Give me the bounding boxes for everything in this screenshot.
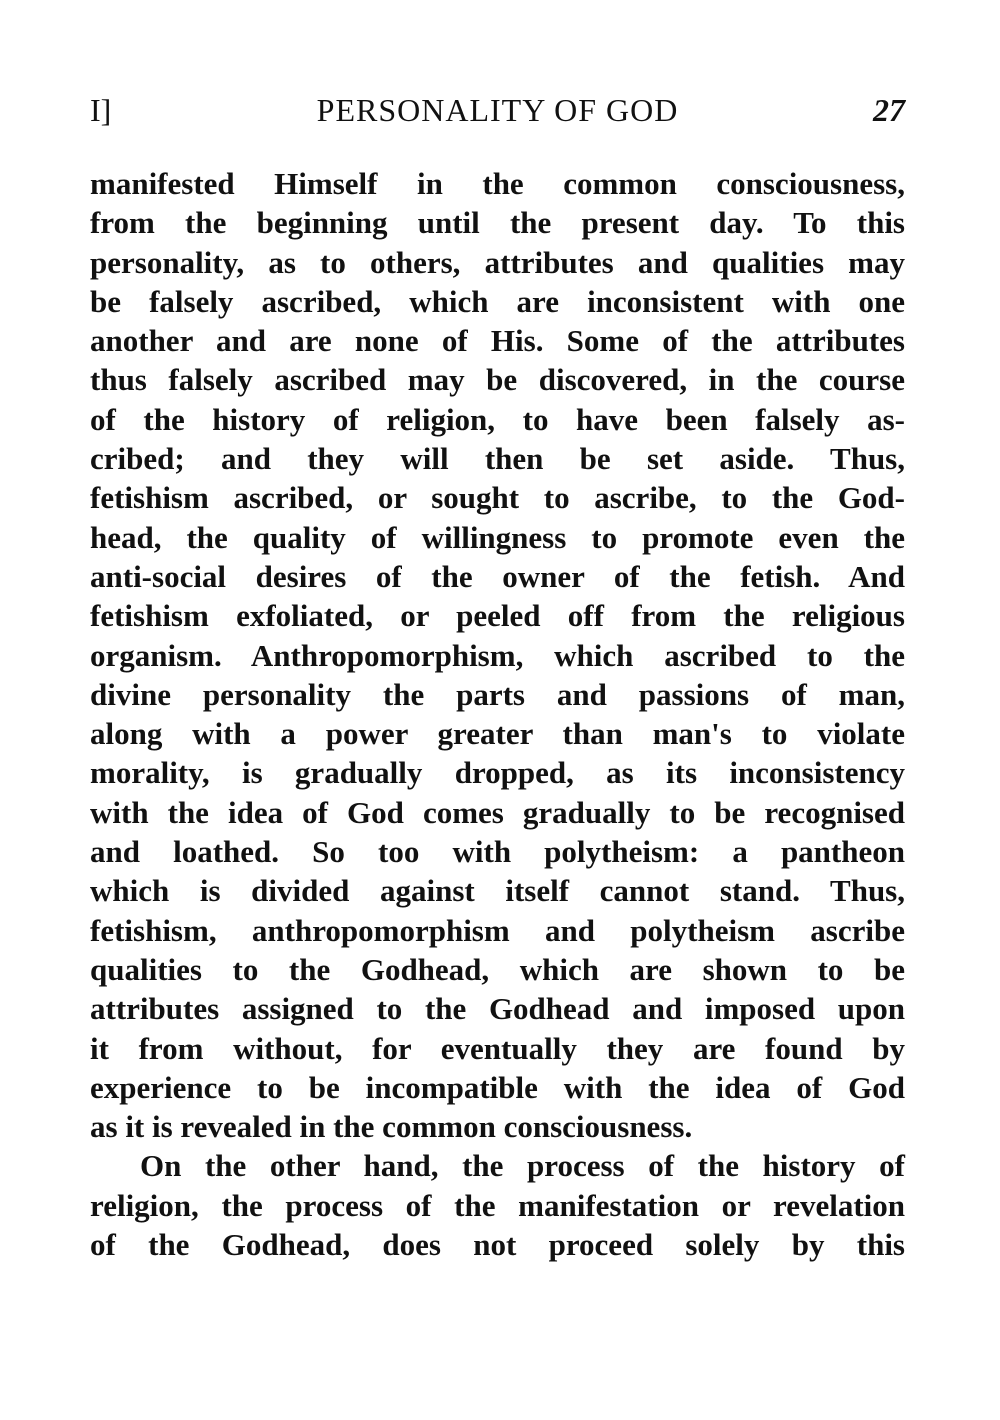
running-header: [90, 92, 905, 136]
text-line: along with a power greater than man's to violate: [90, 716, 905, 752]
text-line: personality, as to others, attributes and qualities may: [90, 244, 905, 280]
text-line: divine personality the parts and passions of man,: [90, 676, 905, 712]
text-line: qualities to the Godhead, which are shown to be: [90, 951, 905, 987]
text-line: religion, the process of the manifestation or revelation: [90, 1187, 905, 1223]
text-line: with the idea of God comes gradually to be recognised: [90, 794, 905, 830]
text-line: of the Godhead, does not proceed solely by this: [90, 1227, 905, 1263]
text-line: experience to be incompatible with the idea of God: [90, 1069, 905, 1105]
text-line: which is divided against itself cannot stand. Thus,: [90, 873, 905, 909]
text-line: fetishism ascribed, or sought to ascribe, to the God-: [90, 480, 905, 516]
paragraph-start-line: On the other hand, the process of the history of: [140, 1148, 905, 1184]
text-line: fetishism, anthropomorphism and polytheism ascribe: [90, 912, 905, 948]
text-line: head, the quality of willingness to promote even the: [90, 519, 905, 555]
text-line: anti-social desires of the owner of the fetish. And: [90, 558, 905, 594]
text-line: attributes assigned to the Godhead and imposed upon: [90, 991, 905, 1027]
text-line: be falsely ascribed, which are inconsistent with one: [90, 283, 905, 319]
page-number: 27: [873, 92, 905, 128]
running-title: PERSONALITY OF GOD: [316, 92, 679, 128]
text-line: another and are none of His. Some of the attributes: [90, 323, 905, 359]
text-line: of the history of religion, to have been falsely as-: [90, 401, 905, 437]
text-line: and loathed. So too with polytheism: a pantheon: [90, 834, 905, 870]
text-line: cribed; and they will then be set aside. Thus,: [90, 441, 905, 477]
text-line: it from without, for eventually they are found by: [90, 1030, 905, 1066]
page-body: [90, 164, 905, 1264]
text-line: manifested Himself in the common consciousness,: [90, 166, 905, 201]
text-line: morality, is gradually dropped, as its inconsistency: [90, 755, 905, 791]
text-line: organism. Anthropomorphism, which ascribed to the: [90, 637, 905, 673]
paragraph-end-line: as it is revealed in the common consciousness.: [90, 1109, 693, 1145]
text-line: from the beginning until the present day. To this: [90, 205, 905, 241]
text-line: fetishism exfoliated, or peeled off from the religious: [90, 598, 905, 634]
text-line: thus falsely ascribed may be discovered, in the course: [90, 362, 905, 398]
chapter-signature: I]: [90, 92, 112, 128]
